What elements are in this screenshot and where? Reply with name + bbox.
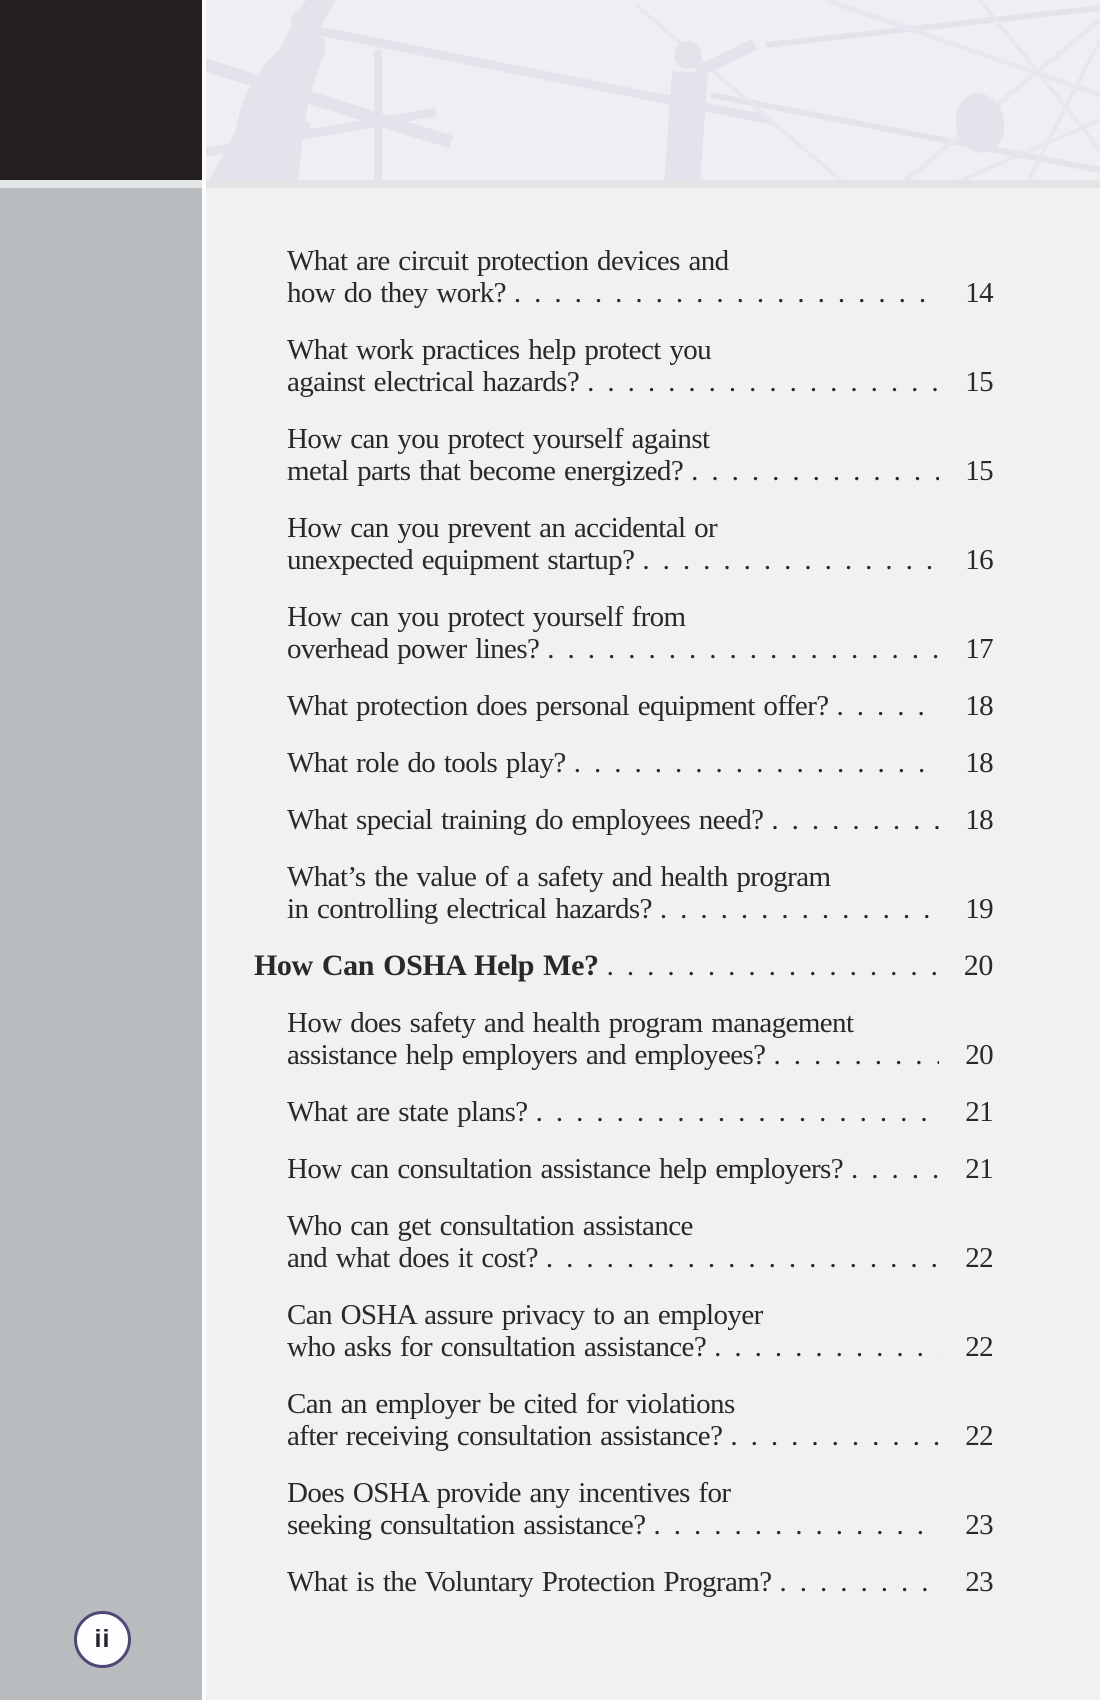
dot-leader <box>780 1566 940 1598</box>
toc-entry-line2 <box>287 747 993 779</box>
dot-leader <box>837 690 939 722</box>
toc-page-number: 14 <box>965 277 993 309</box>
toc-entry[interactable] <box>254 804 993 836</box>
toc-entry-line1 <box>287 1299 993 1331</box>
dot-leader <box>660 893 939 925</box>
toc-entry[interactable] <box>254 245 993 309</box>
toc-entry-text: assistance help employers and employees? <box>287 1039 766 1071</box>
dot-leader <box>851 1153 939 1185</box>
toc-entry-text: What protection does personal equipment offer? <box>287 690 829 722</box>
toc-entry-line2 <box>287 366 993 398</box>
cover-black-tab <box>0 0 202 180</box>
toc-entry[interactable] <box>254 1477 993 1541</box>
toc-entry-text: how do they work? <box>287 277 506 309</box>
toc-entry-text: How can consultation assistance help employers? <box>287 1153 843 1185</box>
toc-entry[interactable] <box>254 1007 993 1071</box>
toc-entry-line2 <box>287 544 993 576</box>
toc-entry-text: How can you protect yourself from <box>287 601 686 633</box>
toc-entry-line1 <box>287 423 993 455</box>
toc-entry[interactable] <box>254 861 993 925</box>
toc-entry-line1 <box>287 512 993 544</box>
toc-entry-text: metal parts that become energized? <box>287 455 684 487</box>
toc-page-number: 18 <box>965 804 993 836</box>
toc-entry[interactable] <box>254 512 993 576</box>
dot-leader <box>607 950 939 982</box>
toc-page-number: 15 <box>965 366 993 398</box>
toc-entry-text: Does OSHA provide any incentives for <box>287 1477 731 1509</box>
toc-page-number: 17 <box>965 633 993 665</box>
toc-page-number: 22 <box>965 1331 993 1363</box>
toc-entry[interactable] <box>254 1388 993 1452</box>
toc-entry-line2 <box>287 1331 993 1363</box>
toc-entry-text: What’s the value of a safety and health program <box>287 861 831 893</box>
table-of-contents <box>206 188 1100 1700</box>
toc-entry-text: What are state plans? <box>287 1096 528 1128</box>
toc-entry-text: against electrical hazards? <box>287 366 580 398</box>
toc-entry[interactable] <box>254 1210 993 1274</box>
toc-entry-line1 <box>287 1388 993 1420</box>
toc-entry-line1 <box>287 1477 993 1509</box>
toc-entry-line2 <box>254 950 993 982</box>
toc-page-number: 23 <box>965 1509 993 1541</box>
toc-entry-line2 <box>287 277 993 309</box>
toc-entry[interactable] <box>254 950 993 982</box>
toc-entry-text: How does safety and health program management <box>287 1007 854 1039</box>
toc-entry[interactable] <box>254 1153 993 1185</box>
toc-page-number: 18 <box>965 747 993 779</box>
toc-entry[interactable] <box>254 747 993 779</box>
toc-entry-line1 <box>287 334 993 366</box>
dot-leader <box>514 277 939 309</box>
toc-entry-text: Can an employer be cited for violations <box>287 1388 735 1420</box>
toc-entry-text: How can you prevent an accidental or <box>287 512 718 544</box>
dot-leader <box>730 1420 939 1452</box>
toc-page-number: 18 <box>965 690 993 722</box>
toc-entry-line2 <box>287 893 993 925</box>
dot-leader <box>642 544 939 576</box>
toc-entry-text: How Can OSHA Help Me? <box>254 949 599 982</box>
toc-entry[interactable] <box>254 423 993 487</box>
toc-page-number: 21 <box>965 1096 993 1128</box>
toc-page-number: 23 <box>965 1566 993 1598</box>
dot-leader <box>574 747 939 779</box>
toc-entry-text: and what does it cost? <box>287 1242 538 1274</box>
dot-leader <box>587 366 939 398</box>
toc-entry[interactable] <box>254 334 993 398</box>
toc-entry[interactable] <box>254 1299 993 1363</box>
toc-entry-text: after receiving consultation assistance? <box>287 1420 723 1452</box>
toc-entry-line2 <box>287 1153 993 1185</box>
dot-leader <box>714 1331 939 1363</box>
toc-entry[interactable] <box>254 601 993 665</box>
toc-entry-text: unexpected equipment startup? <box>287 544 635 576</box>
dot-leader <box>653 1509 939 1541</box>
toc-entry-line1 <box>287 861 993 893</box>
toc-entry[interactable] <box>254 690 993 722</box>
toc-entry-line2 <box>287 1039 993 1071</box>
toc-entry-text: What are circuit protection devices and <box>287 245 729 277</box>
left-sidebar <box>0 188 202 1700</box>
toc-entry-text: What work practices help protect you <box>287 334 712 366</box>
toc-entry-text: What is the Voluntary Protection Program? <box>287 1566 772 1598</box>
gutter-divider <box>202 0 206 1700</box>
toc-entry-text: Who can get consultation assistance <box>287 1210 693 1242</box>
toc-entry-line2 <box>287 1566 993 1598</box>
toc-page-number: 19 <box>965 893 993 925</box>
dot-leader <box>773 1039 939 1071</box>
toc-entry[interactable] <box>254 1096 993 1128</box>
toc-entry-line1 <box>287 1210 993 1242</box>
page-number: ii <box>94 1625 111 1653</box>
toc-entry-line1 <box>287 1007 993 1039</box>
dot-leader <box>691 455 939 487</box>
toc-entry-text: What role do tools play? <box>287 747 566 779</box>
toc-page-number: 22 <box>965 1420 993 1452</box>
toc-entry-text: in controlling electrical hazards? <box>287 893 652 925</box>
dot-leader <box>771 804 939 836</box>
toc-entry-text: seeking consultation assistance? <box>287 1509 646 1541</box>
toc-entry-line2 <box>287 455 993 487</box>
toc-entry-text: overhead power lines? <box>287 633 540 665</box>
header-banner <box>206 0 1100 181</box>
toc-entry-text: who asks for consultation assistance? <box>287 1331 707 1363</box>
toc-entry-line2 <box>287 1096 993 1128</box>
toc-entry-line2 <box>287 804 993 836</box>
toc-page-number: 20 <box>963 949 993 982</box>
dot-leader <box>546 1242 939 1274</box>
toc-entry-text: Can OSHA assure privacy to an employer <box>287 1299 763 1331</box>
dot-leader <box>547 633 939 665</box>
toc-entry[interactable] <box>254 1566 993 1598</box>
toc-page-number: 21 <box>965 1153 993 1185</box>
page-number-badge <box>74 1611 131 1668</box>
toc-entry-line2 <box>287 633 993 665</box>
toc-entry-line1 <box>287 245 993 277</box>
toc-page-number: 22 <box>965 1242 993 1274</box>
toc-entry-line2 <box>287 1420 993 1452</box>
toc-entry-text: How can you protect yourself against <box>287 423 710 455</box>
toc-page-number: 16 <box>965 544 993 576</box>
dot-leader <box>536 1096 939 1128</box>
divider-strip <box>0 180 1100 188</box>
toc-entry-line2 <box>287 1509 993 1541</box>
powerline-workers-image <box>206 0 1100 181</box>
toc-entry-line1 <box>287 601 993 633</box>
toc-page-number: 20 <box>965 1039 993 1071</box>
toc-entry-line2 <box>287 690 993 722</box>
toc-entry-line2 <box>287 1242 993 1274</box>
toc-entry-text: What special training do employees need? <box>287 804 764 836</box>
toc-page-number: 15 <box>965 455 993 487</box>
